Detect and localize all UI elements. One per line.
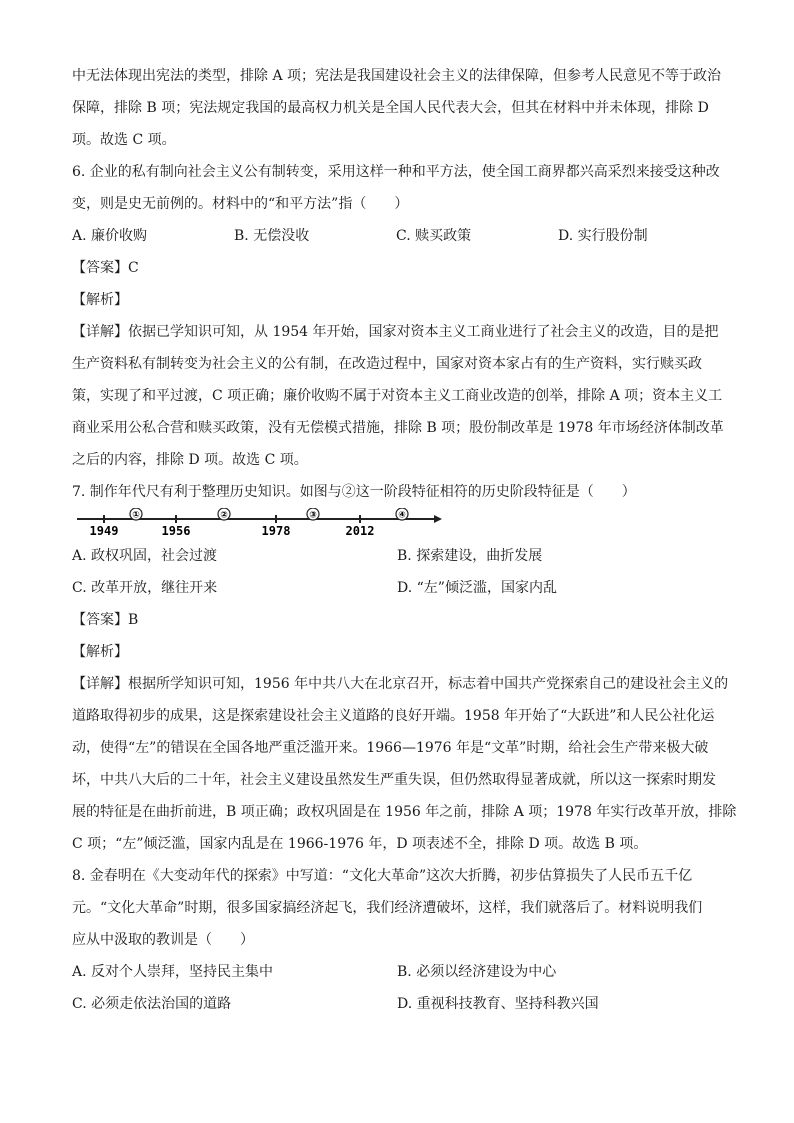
q5-analysis-line: 中无法体现出宪法的类型，排除 A 项；宪法是我国建设社会主义的法律保障，但参考人民意见不等于政治 [72,68,722,84]
stage-number: ② [220,510,228,521]
q5-analysis-line: 保障，排除 B 项；宪法规定我国的最高权力机关是全国人民代表大会，但其在材料中并未体现，排除 D [72,100,709,116]
timeline-svg [74,508,444,538]
q6-detail-line [72,316,722,348]
stage-number: ④ [398,510,406,521]
q6-stem-line: 变，则是史无前例的。材料中的“和平方法”指（ ） [72,196,409,212]
year-label: 1949 [89,524,119,538]
q6-detail-line: 之后的内容，排除 D 项。故选 C 项。 [72,452,308,468]
detail-text: 根据所学知识可知，1956 年中共八大在北京召开，标志着中国共产党探索自己的建设社会主义的 [128,676,729,692]
q7-detail-line: C 项；“左”倾泛滥，国家内乱是在 1966-1976 年，D 项表述不全，排除 D 项。故选 B 项。 [72,836,648,852]
q7-analysis-label: 【解析】 [72,644,128,660]
q8-option-b: B. 必须以经济建设为中心 [397,964,557,980]
detail-label: 【详解】 [72,676,128,692]
q7-detail-line: 坏，中共八大后的二十年，社会主义建设虽然发生严重失误，但仍然取得显著成就，所以这一探索时期发 [72,772,716,788]
q5-analysis-line: 项。故选 C 项。 [72,132,176,148]
q8-stem-line: 元。“文化大革命”时期，很多国家搞经济起飞，我们经济遭破坏，这样，我们就落后了。材料说明我们 [72,900,703,916]
detail-text: 依据已学知识可知，从 1954 年开始，国家对资本主义工商业进行了社会主义的改造，目的是把 [128,324,719,340]
q7-detail-line: 道路取得初步的成果，这是探索建设社会主义道路的良好开端。1958 年开始了“大跃进”和人民公社化运 [72,708,715,724]
year-label: 1978 [261,524,291,538]
q6-analysis-label: 【解析】 [72,292,128,308]
q7-options-row [72,540,722,572]
answer-label: 【答案】 [72,612,128,628]
q7-options-row [72,572,722,604]
q6-answer [72,252,722,284]
q7-option-c: C. 改革开放，继往开来 [72,580,218,596]
q7-timeline-figure [72,508,722,540]
answer-label: 【答案】 [72,260,128,276]
stage-number: ③ [309,510,317,521]
q8-stem-line: 应从中汲取的教训是（ ） [72,932,254,948]
q8-option-d: D. 重视科技教育、坚持科教兴国 [397,996,599,1012]
q6-option-c: C. 赎买政策 [396,228,472,244]
year-label: 1956 [161,524,191,538]
q6-detail-line: 生产资料私有制转变为社会主义的公有制，在改造过程中，国家对资本家占有的生产资料，实行赎买政 [72,356,702,372]
q7-detail-line: 动，使得“左”的错误在全国各地严重泛滥开来。1966—1976 年是“文革”时期，给社会生产带来极大破 [72,740,709,756]
q8-option-c: C. 必须走依法治国的道路 [72,996,232,1012]
stage-number: ① [132,510,140,521]
q6-options [72,220,722,252]
detail-label: 【详解】 [72,324,128,340]
q8-options-row [72,956,722,988]
q7-option-d: D. “左”倾泛滥，国家内乱 [397,580,557,596]
q7-answer [72,604,722,636]
q6-option-d: D. 实行股份制 [558,228,648,244]
q8-stem-line: 8. 金春明在《大变动年代的探索》中写道：“文化大革命”这次大折腾，初步估算损失了人民币五千亿 [72,868,693,884]
answer-value: B [128,612,139,628]
q6-option-b: B. 无偿没收 [234,228,310,244]
q7-detail-line [72,668,729,700]
q6-stem-line: 6. 企业的私有制向社会主义公有制转变，采用这样一种和平方法，使全国工商界都兴高采烈来接受这种改 [72,164,720,180]
q7-detail-line: 展的特征是在曲折前进，B 项正确；政权巩固是在 1956 年之前，排除 A 项；1978 年实行改革开放，排除 [72,804,737,820]
timeline-arrow [434,515,442,523]
answer-value: C [128,260,139,276]
document-page [72,60,737,1020]
q8-options-row [72,988,722,1020]
q7-option-a: A. 政权巩固，社会过渡 [72,548,218,564]
q6-detail-line: 策，实现了和平过渡，C 项正确；廉价收购不属于对资本主义工商业改造的创举，排除 A 项；资本主义工 [72,388,723,404]
q6-detail-line: 商业采用公私合营和赎买政策，没有无偿模式措施，排除 B 项；股份制改革是 1978 年市场经济体制改革 [72,420,724,436]
q8-option-a: A. 反对个人崇拜，坚持民主集中 [72,964,274,980]
q6-option-a: A. 廉价收购 [72,228,148,244]
q7-stem-line: 7. 制作年代尺有利于整理历史知识。如图与②这一阶段特征相符的历史阶段特征是（ ） [72,484,636,500]
q7-option-b: B. 探索建设，曲折发展 [397,548,543,564]
year-label: 2012 [345,524,375,538]
